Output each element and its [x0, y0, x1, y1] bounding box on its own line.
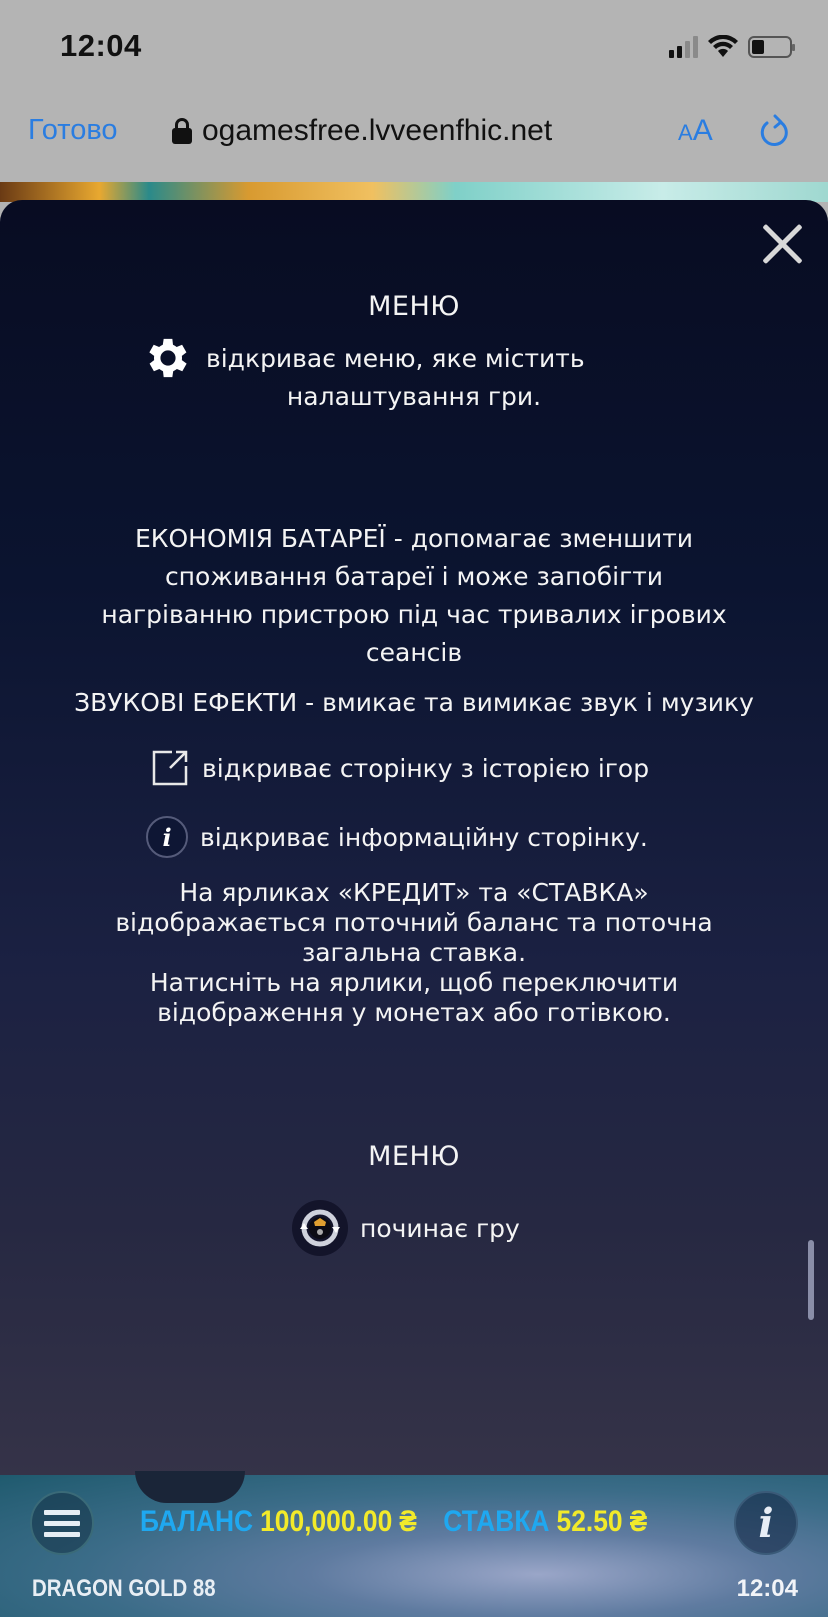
info-icon[interactable]: i: [734, 1491, 798, 1555]
hud-clock: 12:04: [736, 1575, 798, 1602]
url-text[interactable]: ogamesfree.lvveenfhic.net: [202, 114, 553, 147]
help-modal: [0, 200, 828, 1475]
hamburger-menu-icon[interactable]: [30, 1491, 94, 1555]
battery-saving-line4: сеансів: [365, 638, 463, 667]
battery-saving-line1: ЕКОНОМІЯ БАТАРЕЇ - допомагає зменшити: [134, 524, 694, 553]
game-background-strip: [0, 182, 828, 202]
info-row: [146, 816, 648, 858]
battery-saving-line2: споживання батареї і може запобігти: [164, 562, 664, 591]
balance-currency: ₴: [399, 1505, 417, 1538]
settings-description: відкриває меню, яке містить: [206, 343, 585, 373]
refresh-arrows-icon: [297, 1205, 343, 1251]
done-button[interactable]: Готово: [28, 114, 118, 146]
status-icons: [669, 35, 792, 59]
spin-description: починає гру: [360, 1213, 520, 1243]
battery-saving-line3: нагріванню пристрою під час тривалих ігрових: [101, 600, 727, 629]
bet-value: 52.50: [556, 1505, 623, 1538]
history-row: [150, 748, 649, 788]
labels-info-line4: Натисніть на ярлики, щоб переключити: [149, 968, 679, 997]
spin-icon: [292, 1200, 348, 1256]
menu-heading-2: МЕНЮ: [368, 1141, 460, 1172]
bet-label[interactable]: СТАВКА: [443, 1505, 550, 1538]
labels-info-line5: відображення у монетах або готівкою.: [157, 998, 671, 1027]
settings-row: [142, 332, 585, 384]
game-hud: [0, 1475, 828, 1617]
browser-toolbar: [0, 100, 828, 182]
sound-effects-description: ЗВУКОВІ ЕФЕКТИ - вмикає та вимикає звук і музику: [74, 688, 754, 717]
lock-icon: [172, 118, 192, 144]
history-description: відкриває сторінку з історією ігор: [202, 753, 650, 783]
labels-info-line1: На ярликах «КРЕДИТ» та «СТАВКА»: [179, 878, 649, 907]
battery-icon: [748, 36, 792, 58]
menu-heading: МЕНЮ: [368, 291, 460, 322]
external-link-icon: [150, 748, 190, 788]
balance-label[interactable]: БАЛАНС: [140, 1505, 254, 1538]
balance-value: 100,000.00: [260, 1505, 393, 1538]
bet-currency: ₴: [629, 1505, 648, 1538]
scrollbar[interactable]: [808, 1240, 814, 1320]
balance-bet-display[interactable]: [140, 1505, 647, 1539]
settings-description-cont: налаштування гри.: [286, 382, 542, 411]
spin-row: [292, 1200, 520, 1256]
cellular-signal-icon: [669, 36, 698, 58]
gear-icon: [142, 332, 194, 384]
info-icon: i: [146, 816, 188, 858]
hud-decoration: [135, 1471, 245, 1503]
address-bar[interactable]: [172, 114, 552, 148]
reload-icon[interactable]: [756, 114, 792, 150]
info-description: відкриває інформаційну сторінку.: [200, 822, 648, 852]
labels-info-line2: відображається поточний баланс та поточна: [115, 908, 713, 937]
wifi-icon: [708, 35, 738, 59]
text-size-button[interactable]: AA: [678, 114, 713, 147]
close-icon[interactable]: [760, 222, 804, 266]
status-time: 12:04: [60, 28, 142, 63]
game-title: DRAGON GOLD 88: [32, 1575, 216, 1602]
status-bar: [0, 0, 828, 100]
labels-info-line3: загальна ставка.: [301, 938, 527, 967]
